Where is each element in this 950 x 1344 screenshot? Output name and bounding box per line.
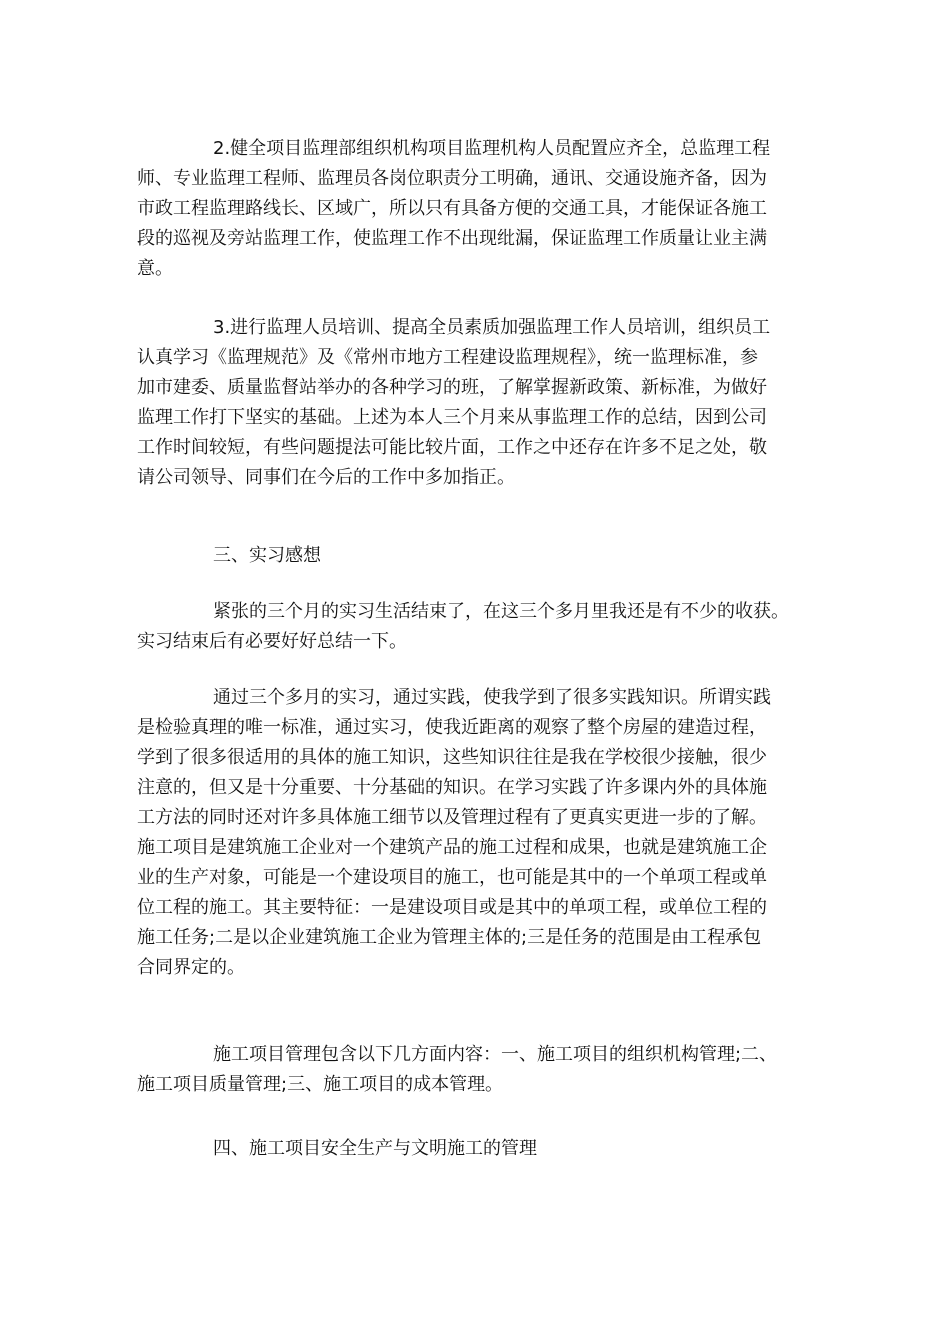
paragraph-practice: [137, 683, 817, 983]
text-line: 学到了很多很适用的具体的施工知识，这些知识往往是我在学校很少接触，很少: [137, 747, 767, 768]
paragraph-item-2: [137, 134, 817, 284]
text-line: 通过三个多月的实习，通过实践，使我学到了很多实践知识。所谓实践: [213, 687, 771, 708]
text-line: 请公司领导、同事们在今后的工作中多加指正。: [137, 467, 515, 488]
text-line: 段的巡视及旁站监理工作，使监理工作不出现纰漏，保证监理工作质量让业主满: [137, 228, 767, 249]
text-line: 3.进行监理人员培训、提高全员素质加强监理工作人员培训，组织员工: [213, 317, 771, 338]
text-line: 注意的，但又是十分重要、十分基础的知识。在学习实践了许多课内外的具体施: [137, 777, 767, 798]
text-line: 工方法的同时还对许多具体施工细节以及管理过程有了更真实更进一步的了解。: [137, 807, 767, 828]
text-line: 实习结束后有必要好好总结一下。: [137, 631, 407, 652]
text-line: 位工程的施工。其主要特征：一是建设项目或是其中的单项工程，或单位工程的: [137, 897, 767, 918]
text-line: 市政工程监理路线长、区域广，所以只有具备方便的交通工具，才能保证各施工: [137, 198, 767, 219]
paragraph-summary: [137, 597, 817, 657]
text-line: 紧张的三个月的实习生活结束了，在这三个多月里我还是有不少的收获。: [213, 601, 789, 622]
text-line: 加市建委、质量监督站举办的各种学习的班，了解掌握新政策、新标准，为做好: [137, 377, 767, 398]
paragraph-item-3: [137, 313, 817, 493]
text-line: 认真学习《监理规范》及《常州市地方工程建设监理规程》，统一监理标准，参: [137, 347, 758, 368]
text-line: 工作时间较短，有些问题提法可能比较片面，工作之中还存在许多不足之处，敬: [137, 437, 767, 458]
text-line: 监理工作打下坚实的基础。上述为本人三个月来从事监理工作的总结，因到公司: [137, 407, 767, 428]
paragraph-management: [137, 1040, 817, 1100]
heading-text: 三、实习感想: [213, 545, 321, 566]
text-line: 施工任务;二是以企业建筑施工企业为管理主体的;三是任务的范围是由工程承包: [137, 927, 762, 948]
text-line: 师、专业监理工程师、监理员各岗位职责分工明确，通讯、交通设施齐备，因为: [137, 168, 767, 189]
text-line: 施工项目质量管理;三、施工项目的成本管理。: [137, 1074, 504, 1095]
section-heading-3: [137, 541, 817, 571]
text-line: 合同界定的。: [137, 957, 245, 978]
heading-text: 四、施工项目安全生产与文明施工的管理: [213, 1138, 537, 1159]
text-line: 施工项目是建筑施工企业对一个建筑产品的施工过程和成果，也就是建筑施工企: [137, 837, 767, 858]
text-line: 施工项目管理包含以下几方面内容：一、施工项目的组织机构管理;二、: [213, 1044, 778, 1065]
section-heading-4: [137, 1134, 817, 1164]
text-line: 业的生产对象，可能是一个建设项目的施工，也可能是其中的一个单项工程或单: [137, 867, 767, 888]
text-line: 是检验真理的唯一标准，通过实习，使我近距离的观察了整个房屋的建造过程，: [137, 717, 767, 738]
text-line: 意。: [137, 258, 173, 279]
text-line: 2.健全项目监理部组织机构项目监理机构人员配置应齐全，总监理工程: [213, 138, 771, 159]
